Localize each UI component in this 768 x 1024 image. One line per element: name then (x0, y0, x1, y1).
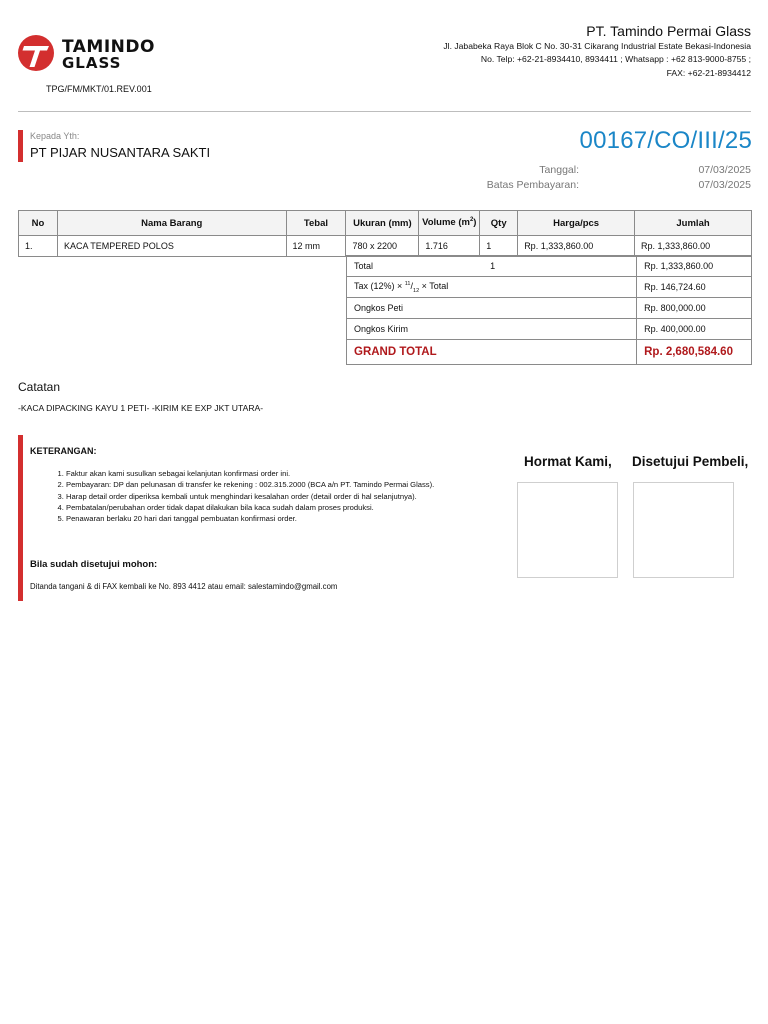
terms-item: 5. Penawaran berlaku 20 hari dari tanggal pembuatan konfirmasi order. (66, 513, 486, 524)
header-qty: Qty (480, 211, 518, 236)
svg-text:GLASS: GLASS (62, 54, 122, 72)
cell-size: 780 x 2200 (346, 236, 419, 257)
company-logo (18, 35, 190, 73)
tax-label: Tax $(12\%) \times ^{11}/_{12}$ × Total (347, 277, 637, 298)
company-info (443, 23, 751, 80)
total-label: Total (347, 256, 484, 277)
cell-qty: 1 (480, 236, 518, 257)
terms-item: 4. Pembatalan/perubahan order tidak dapat dilakukan bila kaca sudah dalam proses produksi. (66, 502, 486, 513)
header-amount: Jumlah (635, 211, 752, 236)
header-volume: Volume $(m^2)$ (419, 211, 480, 236)
date-label: Tanggal: (539, 164, 579, 176)
approval-title: Bila sudah disetujui mohon: (30, 559, 158, 570)
form-code: TPG/FM/MKT/01.REV.001 (46, 84, 152, 94)
buyer-signature-title: Disetujui Pembeli, (632, 454, 749, 469)
cell-price: Rp. 1,333,860.00 (518, 236, 635, 257)
recipient-label: Kepada Yth: (30, 131, 80, 141)
total-row (347, 256, 752, 277)
total-value: Rp. 1,333,860.00 (637, 256, 752, 277)
company-phone: No. Telp: +62-21-8934410, 8934411 ; Whatsapp : +62 813-9000-8755 ; (480, 54, 751, 65)
cell-item: KACA TEMPERED POLOS (57, 236, 286, 257)
recipient-accent-bar (18, 130, 23, 162)
header-item: Nama Barang (57, 211, 286, 236)
notes-title: Catatan (18, 380, 61, 394)
cell-amount: Rp. 1,333,860.00 (635, 236, 752, 257)
header-no: No (19, 211, 58, 236)
terms-item: 3. Harap detail order diperiksa kembali untuk menghindari kesalahan order (detail order di hal selanjutnya). (66, 491, 486, 502)
due-label: Batas Pembayaran: (486, 179, 579, 191)
notes-text: -KACA DIPACKING KAYU 1 PETI- -KIRIM KE EXP JKT UTARA- (18, 403, 264, 413)
header-price: Harga/pcs (518, 211, 635, 236)
buyer-signature-box (633, 482, 734, 578)
terms-item: 1. Faktur akan kami susulkan sebagai kelanjutan konfirmasi order ini. (66, 468, 486, 479)
header-size: Ukuran (mm) (346, 211, 419, 236)
header-thickness: Tebal (286, 211, 346, 236)
crate-value: Rp. 800,000.00 (637, 298, 752, 319)
shipping-label: Ongkos Kirim (347, 319, 637, 340)
approval-instructions: Ditanda tangani & di FAX kembali ke No. 893 4412 atau email: salestamindo@gmail.com (30, 582, 338, 591)
company-name: PT. Tamindo Permai Glass (586, 23, 751, 39)
company-address: Jl. Jababeka Raya Blok C No. 30-31 Cikarang Industrial Estate Bekasi-Indonesia (443, 41, 751, 51)
terms-title: KETERANGAN: (30, 446, 97, 456)
shipping-value: Rp. 400,000.00 (637, 319, 752, 340)
terms-accent-bar (18, 435, 23, 601)
order-number: 00167/CO/III/25 (579, 127, 752, 154)
date-value: 07/03/2025 (698, 164, 751, 176)
items-table (18, 210, 752, 257)
terms-list (30, 468, 486, 524)
svg-text:TAMINDO: TAMINDO (62, 37, 155, 57)
cell-volume: 1.716 (419, 236, 480, 257)
seller-signature-box (517, 482, 618, 578)
crate-label: Ongkos Peti (347, 298, 637, 319)
terms-item: 2. Pembayaran: DP dan pelunasan di transfer ke rekening : 002.315.2000 (BCA a/n PT. Tamindo Permai Glass). (66, 479, 486, 490)
tax-row (347, 277, 752, 298)
header-divider (18, 111, 751, 112)
summary-table (346, 255, 752, 365)
grand-total-label: GRAND TOTAL (347, 340, 637, 365)
recipient-name: PT PIJAR NUSANTARA SAKTI (30, 145, 211, 160)
grand-total-row (347, 340, 752, 365)
cell-thickness: 12 mm (286, 236, 346, 257)
seller-signature-title: Hormat Kami, (524, 454, 612, 469)
total-qty: 1 (483, 256, 637, 277)
crate-row (347, 298, 752, 319)
tax-value: Rp. 146,724.60 (637, 277, 752, 298)
table-row (19, 236, 752, 257)
cell-no: 1. (19, 236, 58, 257)
grand-total-value: Rp. 2,680,584.60 (637, 340, 752, 365)
company-fax: FAX: +62-21-8934412 (666, 67, 751, 78)
due-value: 07/03/2025 (698, 179, 751, 191)
table-header-row (19, 211, 752, 236)
shipping-row (347, 319, 752, 340)
